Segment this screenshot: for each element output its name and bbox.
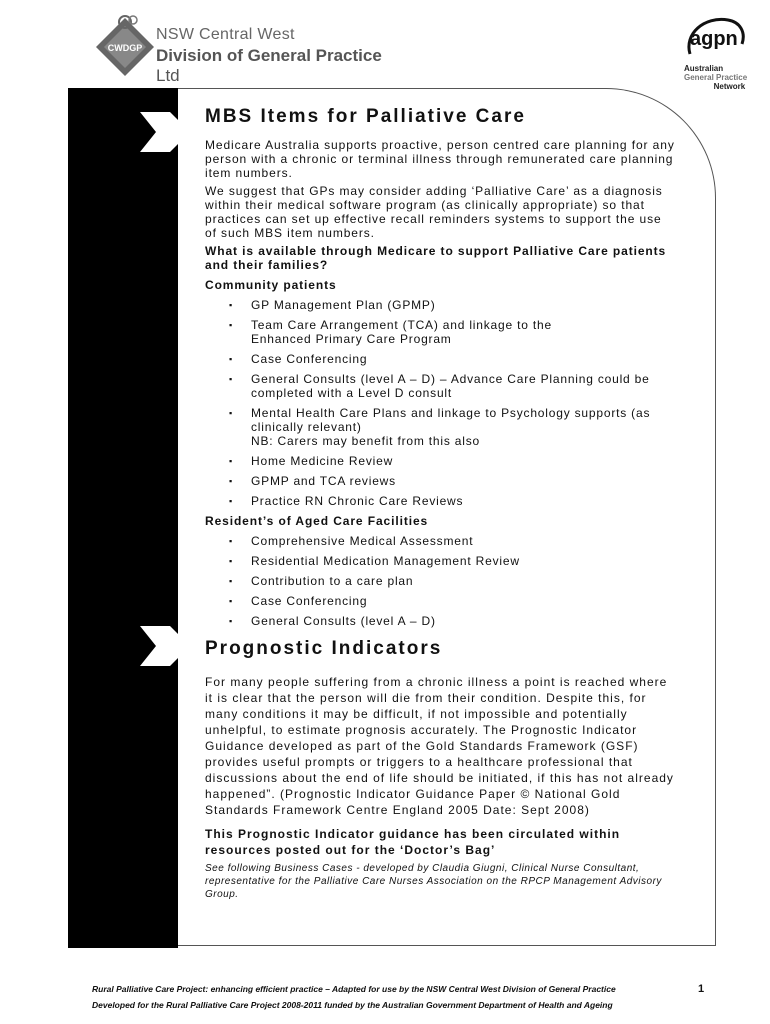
list-item: ▪ Mental Health Care Plans and linkage to Psychology supports (as clinically relevant) NB: Carers may benefit from this also [229, 406, 651, 448]
agpn-sub-line3: Network [713, 82, 746, 91]
org-name-main: Division of General Practice [156, 46, 382, 65]
bullet-icon: ▪ [229, 300, 233, 310]
list-item: ▪ Contribution to a care plan [229, 574, 414, 588]
question-heading: What is available through Medicare to support Palliative Care patients and their families? [205, 244, 667, 272]
bullet-icon: ▪ [229, 456, 233, 466]
bullet-icon: ▪ [229, 576, 233, 586]
list-item: ▪ Comprehensive Medical Assessment [229, 534, 474, 548]
bullet-icon: ▪ [229, 616, 233, 626]
agpn-sub-line2: General Practice [684, 73, 748, 82]
list-item: ▪ Case Conferencing [229, 594, 368, 608]
list-item: ▪ Team Care Arrangement (TCA) and linkage to the Enhanced Primary Care Program [229, 318, 552, 346]
aged-care-heading: Resident’s of Aged Care Facilities [205, 514, 429, 528]
community-heading: Community patients [205, 278, 337, 292]
suggest-paragraph: We suggest that GPs may consider adding ‘Palliative Care’ as a diagnosis within their medical software program (as clinically appropriate) so that practices can set up effective recall reminders systems to support the use of such MBS item numbers. [205, 184, 663, 240]
org-name-line1: NSW Central West [156, 26, 295, 43]
list-item: ▪ Case Conferencing [229, 352, 368, 366]
main-content [205, 106, 675, 901]
list-item: ▪ Practice RN Chronic Care Reviews [229, 494, 464, 508]
community-list [205, 298, 675, 508]
agpn-logo [680, 8, 766, 94]
bullet-icon: ▪ [229, 408, 233, 418]
footer-line-1: Rural Palliative Care Project: enhancing efficient practice – Adapted for use by the NSW Central West Division of General Practice [92, 984, 616, 994]
list-item: ▪ General Consults (level A – D) [229, 614, 436, 628]
list-item: ▪ GPMP and TCA reviews [229, 474, 396, 488]
intro-paragraph: Medicare Australia supports proactive, person centred care planning for any person with a chronic or terminal illness through remunerated care planning item numbers. [205, 138, 675, 180]
cwdgp-seal-icon [92, 14, 158, 80]
list-item: ▪ General Consults (level A – D) – Advance Care Planning could be completed with a Level D consult [229, 372, 650, 400]
org-name-line2 [156, 46, 392, 86]
footer-line-2: Developed for the Rural Palliative Care Project 2008-2011 funded by the Australian Government Department of Health and Ageing [92, 1000, 613, 1010]
bullet-icon: ▪ [229, 496, 233, 506]
bullet-icon: ▪ [229, 354, 233, 364]
agpn-sub-line1: Australian [684, 64, 724, 73]
nsw-cwdgp-logo [92, 14, 392, 85]
aged-care-list [205, 534, 675, 628]
list-item: ▪ GP Management Plan (GPMP) [229, 298, 436, 312]
bullet-icon: ▪ [229, 476, 233, 486]
bullet-icon: ▪ [229, 536, 233, 546]
page-number: 1 [698, 983, 705, 995]
agpn-subtitle [684, 64, 747, 91]
svg-text:CWDGP: CWDGP [107, 43, 143, 53]
bullet-icon: ▪ [229, 374, 233, 384]
list-item: ▪ Home Medicine Review [229, 454, 394, 468]
bullet-icon: ▪ [229, 556, 233, 566]
bullet-icon: ▪ [229, 596, 233, 606]
see-following-note: See following Business Cases - developed by Claudia Giugni, Clinical Nurse Consultant, representative for the Palliative Care Nurses Association on the RPCP Management Advisory Group. [205, 863, 662, 900]
section-title-mbs: MBS Items for Palliative Care [205, 106, 526, 127]
bullet-icon: ▪ [229, 320, 233, 330]
side-bar [68, 88, 178, 948]
prognostic-body: For many people suffering from a chronic illness a point is reached where it is clear that the person will die from their condition. Despite this, for many conditions it may be difficult, if not impossible and potentially unhelpful, to estimate prognosis accurately. The Prognostic Indicator Guidance developed as part of the Gold Standards Framework (GSF) provides useful prompts or triggers to a healthcare professional that discussions about the end of life should be initiated, if this has not already happened”. (Prognostic Indicator Guidance Paper © National Gold Standards Framework Centre England 2005 Date: Sept 2008) [205, 675, 674, 817]
org-name-suffix: Ltd [156, 66, 180, 85]
circulated-note: This Prognostic Indicator guidance has been circulated within resources posted out for the ‘Doctor’s Bag’ [205, 827, 621, 857]
section-title-prognostic: Prognostic Indicators [205, 638, 443, 659]
list-item: ▪ Residential Medication Management Review [229, 554, 520, 568]
agpn-wordmark: agpn [690, 28, 738, 50]
